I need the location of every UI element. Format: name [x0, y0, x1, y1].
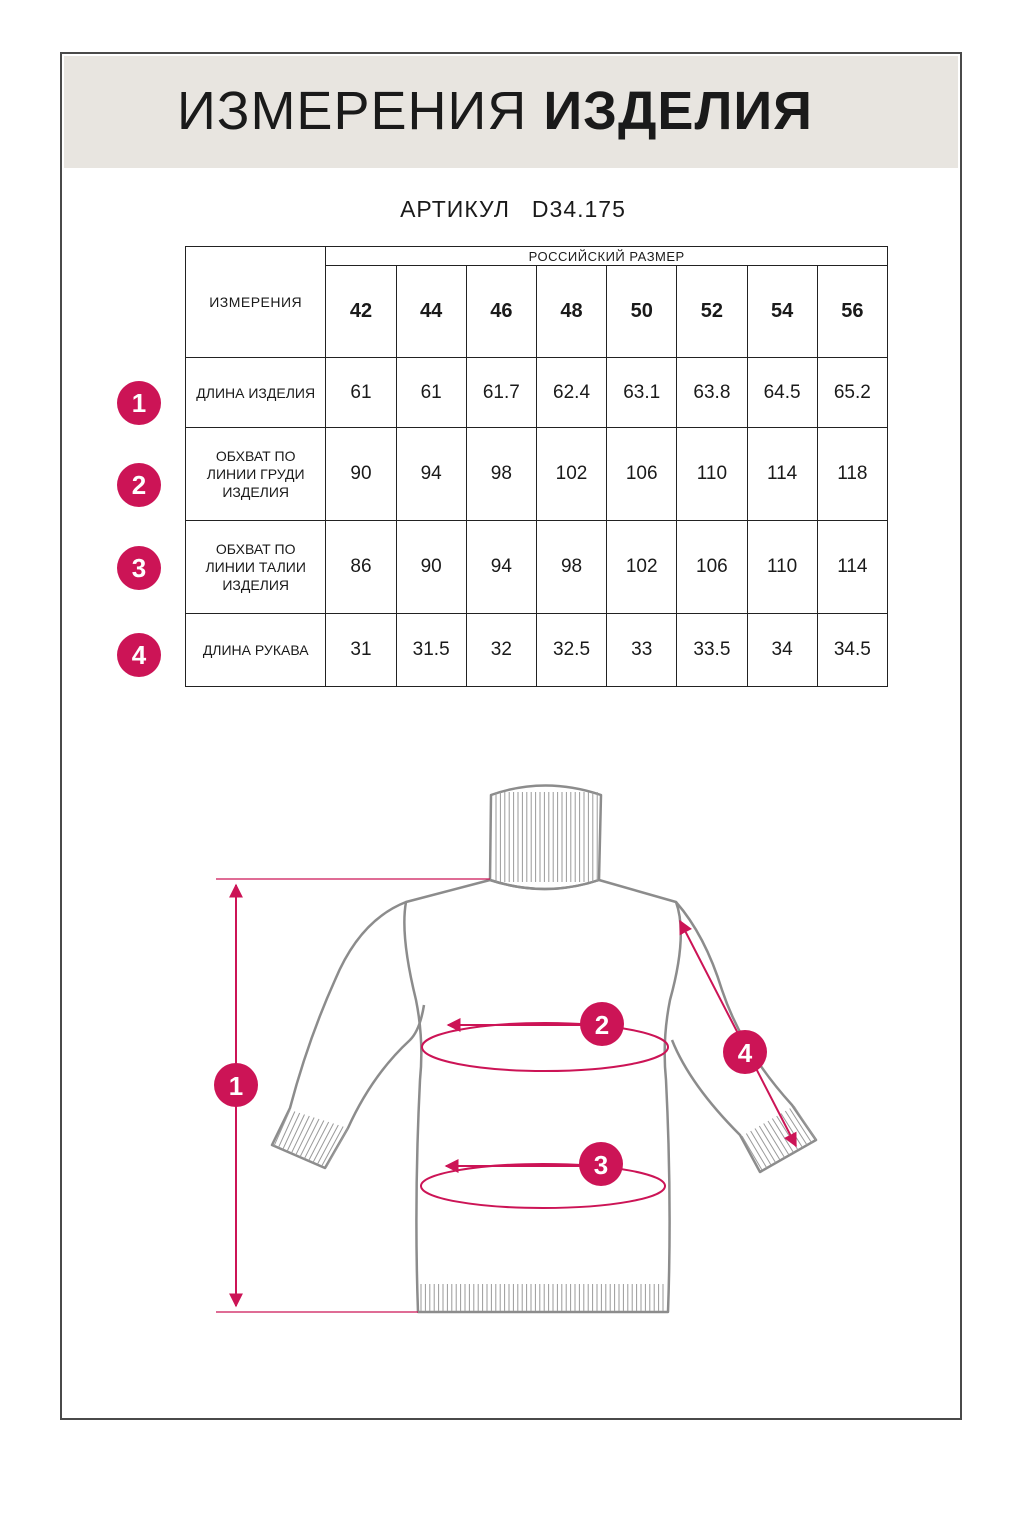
cuff-rib-line	[755, 1129, 776, 1163]
row-number-badge: 2	[117, 463, 161, 507]
table-cell: 34	[747, 614, 817, 687]
table-cell: 32	[466, 614, 536, 687]
cuff-rib-line	[309, 1122, 329, 1161]
measurement-lines	[216, 879, 796, 1312]
table-cell: 62.4	[536, 358, 606, 428]
waist-ellipse	[421, 1164, 665, 1208]
size-header-44: 44	[396, 266, 466, 358]
article-label: АРТИКУЛ	[400, 196, 510, 222]
diagram-markers	[214, 1002, 767, 1186]
size-group-header: РОССИЙСКИЙ РАЗМЕР	[326, 247, 888, 266]
table-cell: 94	[466, 521, 536, 614]
table-cell: 90	[396, 521, 466, 614]
table-cell: 31	[326, 614, 396, 687]
row-number-badge: 1	[117, 381, 161, 425]
marker-3-text: 3	[593, 1150, 609, 1180]
title-light: ИЗМЕРЕНИЯ	[177, 81, 528, 141]
size-header-42: 42	[326, 266, 396, 358]
table-cell: 102	[536, 428, 606, 521]
body-shape	[404, 880, 680, 1312]
table-cell: 98	[536, 521, 606, 614]
table-cell: 63.1	[607, 358, 677, 428]
marker-2-text: 2	[594, 1010, 610, 1040]
table-cell: 114	[747, 428, 817, 521]
cuff-rib-line	[794, 1106, 816, 1140]
table-cell: 33.5	[677, 614, 747, 687]
table-cell: 63.8	[677, 358, 747, 428]
marker-1-text: 1	[228, 1071, 244, 1101]
table-cell: 61	[396, 358, 466, 428]
table-cell: 106	[677, 521, 747, 614]
row-label: ДЛИНА РУКАВА	[186, 614, 326, 687]
cuff-rib-line	[764, 1124, 785, 1158]
table-cell: 114	[817, 521, 887, 614]
article-code: D34.175	[531, 196, 626, 222]
size-header-54: 54	[747, 266, 817, 358]
cuff-rib-line	[781, 1114, 803, 1148]
cuff-rib-line	[300, 1119, 319, 1157]
table-cell: 106	[607, 428, 677, 521]
cuff-rib-line	[759, 1126, 780, 1160]
size-header-52: 52	[677, 266, 747, 358]
cuff-rib-line	[304, 1121, 324, 1159]
table-cell: 110	[747, 521, 817, 614]
row-label: ОБХВАТ ПО ЛИНИИ ГРУДИ ИЗДЕЛИЯ	[186, 428, 326, 521]
table-cell: 110	[677, 428, 747, 521]
chest-ellipse	[422, 1023, 668, 1071]
table-cell: 118	[817, 428, 887, 521]
table-cell: 94	[396, 428, 466, 521]
cuff-rib-line	[296, 1118, 315, 1156]
cuff-rib-line	[326, 1128, 348, 1168]
cuff-rib-line	[742, 1136, 762, 1170]
table-cell: 86	[326, 521, 396, 614]
table-cell: 61.7	[466, 358, 536, 428]
marker-4-text: 4	[737, 1038, 753, 1068]
table-cell: 32.5	[536, 614, 606, 687]
table-cell: 61	[326, 358, 396, 428]
cuff-rib-line	[291, 1116, 309, 1153]
cuff-rib-line	[790, 1109, 812, 1143]
size-header-56: 56	[817, 266, 887, 358]
size-header-50: 50	[607, 266, 677, 358]
cuff-rib-line	[317, 1125, 338, 1164]
row-label: ОБХВАТ ПО ЛИНИИ ТАЛИИ ИЗДЕЛИЯ	[186, 521, 326, 614]
cuff-rib-line	[785, 1111, 807, 1145]
table-cell: 98	[466, 428, 536, 521]
table-cell: 34.5	[817, 614, 887, 687]
table-cell: 65.2	[817, 358, 887, 428]
table-cell: 31.5	[396, 614, 466, 687]
cuff-rib-line	[287, 1115, 305, 1152]
title-bold: ИЗДЕЛИЯ	[543, 81, 813, 141]
size-header-46: 46	[466, 266, 536, 358]
table-cell: 64.5	[747, 358, 817, 428]
row-number-badge: 3	[117, 546, 161, 590]
size-header-48: 48	[536, 266, 606, 358]
measure-header: ИЗМЕРЕНИЯ	[186, 247, 326, 358]
row-label: ДЛИНА ИЗДЕЛИЯ	[186, 358, 326, 428]
row-number-badge: 4	[117, 633, 161, 677]
table-cell: 90	[326, 428, 396, 521]
cuff-rib-line	[322, 1127, 344, 1167]
table-cell: 33	[607, 614, 677, 687]
table-cell: 102	[607, 521, 677, 614]
